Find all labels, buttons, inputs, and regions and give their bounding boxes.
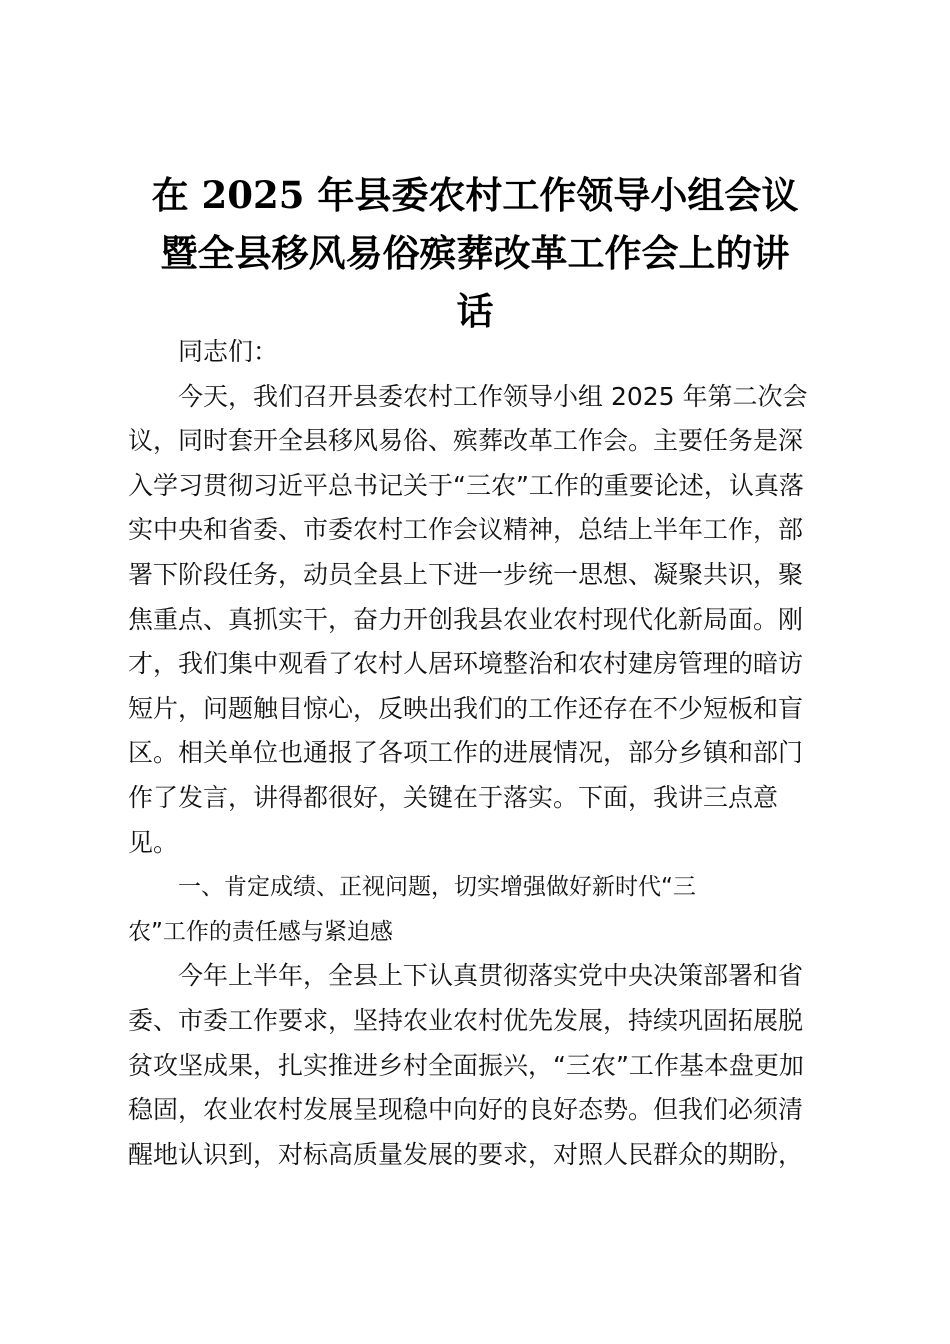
title-line: 在 2025 年县委农村工作领导小组会议 — [151, 173, 799, 217]
paragraph-line: 署下阶段任务，动员全县上下进一步统一思想、凝聚共识，聚 — [128, 559, 804, 589]
paragraph-line: 见。 — [128, 827, 179, 857]
paragraph-line: 作了发言，讲得都很好，关键在于落实。下面，我讲三点意 — [128, 782, 779, 812]
paragraph-opening — [128, 375, 828, 866]
paragraph-line: 今年上半年，全县上下认真贯彻落实党中央决策部署和省 — [178, 961, 804, 991]
paragraph-line: 今天，我们召开县委农村工作领导小组 2025 年第二次会 — [178, 381, 808, 411]
paragraph-achievements — [128, 954, 828, 1177]
paragraph-line: 实中央和省委、市委农村工作会议精神，总结上半年工作，部 — [128, 515, 804, 545]
paragraph-line: 才，我们集中观看了农村人居环境整治和农村建房管理的暗访 — [128, 649, 804, 679]
paragraph-line: 醒地认识到，对标高质量发展的要求，对照人民群众的期盼， — [128, 1139, 804, 1169]
paragraph-line: 贫攻坚成果，扎实推进乡村全面振兴，“三农”工作基本盘更加 — [128, 1050, 804, 1080]
salutation — [128, 330, 828, 375]
paragraph-line: 短片，问题触目惊心，反映出我们的工作还存在不少短板和盲 — [128, 693, 804, 723]
paragraph-line: 委、市委工作要求，坚持农业农村优先发展，持续巩固拓展脱 — [128, 1005, 804, 1035]
paragraph-line: 焦重点、真抓实干，奋力开创我县农业农村现代化新局面。刚 — [128, 604, 804, 634]
paragraph-line: 入学习贯彻习近平总书记关于“三农”工作的重要论述，认真落 — [128, 470, 804, 500]
paragraph-line: 议，同时套开全县移风易俗、殡葬改革工作会。主要任务是深 — [128, 426, 804, 456]
paragraph-line: 区。相关单位也通报了各项工作的进展情况，部分乡镇和部门 — [128, 738, 804, 768]
title-line: 暨全县移风易俗殡葬改革工作会上的讲 — [160, 231, 790, 275]
title-line: 话 — [456, 289, 494, 333]
heading-line: 农”工作的责任感与紧迫感 — [128, 918, 393, 945]
document-title — [120, 166, 830, 340]
section-heading — [128, 865, 828, 954]
document-body — [128, 330, 828, 1177]
heading-line: 一、肯定成绩、正视问题，切实增强做好新时代“三 — [178, 874, 696, 901]
salutation-text: 同志们： — [178, 337, 279, 366]
paragraph-line: 稳固，农业农村发展呈现稳中向好的良好态势。但我们必须清 — [128, 1095, 804, 1125]
